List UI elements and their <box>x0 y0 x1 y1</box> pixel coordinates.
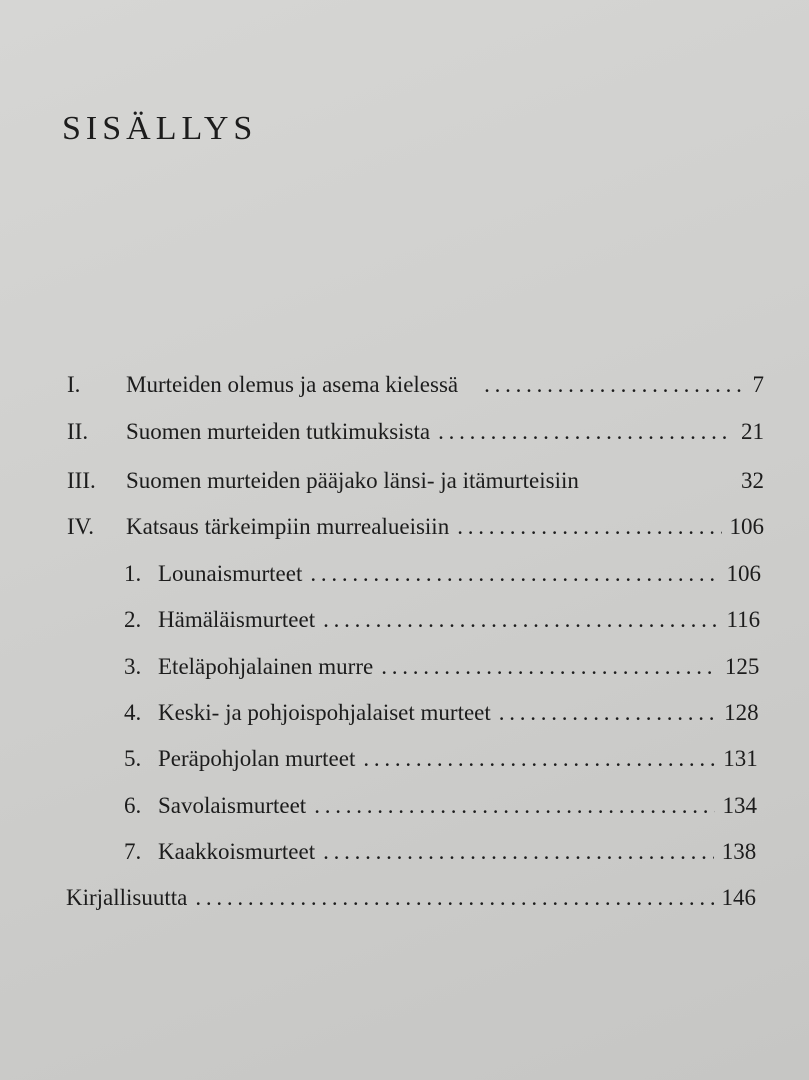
entry-title: Eteläpohjalainen murre <box>158 653 374 679</box>
page-number: 106 <box>726 561 761 586</box>
dot-leader <box>484 372 744 398</box>
entry-number: 7. <box>124 838 142 864</box>
entry-number: 4. <box>124 699 142 725</box>
page-number: 131 <box>723 746 758 772</box>
dot-leader <box>323 839 714 865</box>
toc-bibliography <box>66 885 756 915</box>
page-number: 106 <box>729 514 764 539</box>
entry-title: Hämäläismurteet <box>158 607 316 633</box>
entry-number: III. <box>67 468 96 493</box>
entry-number: 3. <box>124 653 142 679</box>
dot-leader <box>438 419 733 445</box>
toc-subentry <box>124 607 760 637</box>
entry-number: 5. <box>124 746 142 772</box>
page-number: 32 <box>741 468 764 493</box>
entry-title: Katsaus tärkeimpiin murrealueisiin <box>126 514 450 539</box>
page-number: 134 <box>722 792 757 818</box>
entry-number: 6. <box>124 792 142 818</box>
page-number: 125 <box>724 653 760 679</box>
dot-leader <box>195 885 713 911</box>
toc-entry <box>67 468 764 498</box>
entry-title: Lounaismurteet <box>158 561 303 586</box>
page-number: 7 <box>752 372 764 397</box>
toc-entry <box>67 372 764 402</box>
dot-leader <box>381 654 717 680</box>
page-number: 138 <box>721 838 757 864</box>
page-number: 116 <box>726 607 761 633</box>
entry-title: Peräpohjolan murteet <box>158 746 356 772</box>
dot-leader <box>499 700 716 726</box>
page-number: 146 <box>721 885 756 910</box>
toc-subentry <box>124 700 759 730</box>
page-number: 128 <box>724 699 759 725</box>
toc-subentry <box>124 746 758 776</box>
entry-title: Savolaismurteet <box>158 792 307 818</box>
entry-title: Suomen murteiden pääjako länsi- ja itämurteisiin <box>126 468 579 493</box>
dot-leader <box>457 514 721 540</box>
entry-title: Kaakkoismurteet <box>158 838 316 864</box>
page-title: SISÄLLYS <box>62 110 258 147</box>
toc-entry <box>67 419 764 449</box>
page-number: 21 <box>741 419 764 444</box>
entry-number: 1. <box>124 561 142 586</box>
toc-subentry <box>124 561 761 591</box>
dot-leader <box>314 793 714 819</box>
toc-subentry <box>124 654 759 684</box>
entry-title: Suomen murteiden tutkimuksista <box>126 419 431 444</box>
dot-leader <box>323 607 718 633</box>
entry-number: 2. <box>124 607 142 633</box>
entry-title: Murteiden olemus ja asema kielessä <box>126 372 459 397</box>
entry-title: Kirjallisuutta <box>66 885 188 910</box>
entry-number: IV. <box>67 514 95 539</box>
dot-leader <box>363 746 715 772</box>
dot-leader <box>310 561 718 587</box>
entry-number: I. <box>67 372 81 397</box>
toc-entry <box>67 514 764 544</box>
toc-subentry <box>124 793 757 823</box>
entry-number: II. <box>67 419 89 444</box>
toc-subentry <box>124 839 756 869</box>
entry-title: Keski- ja pohjoispohjalaiset murteet <box>158 699 491 725</box>
